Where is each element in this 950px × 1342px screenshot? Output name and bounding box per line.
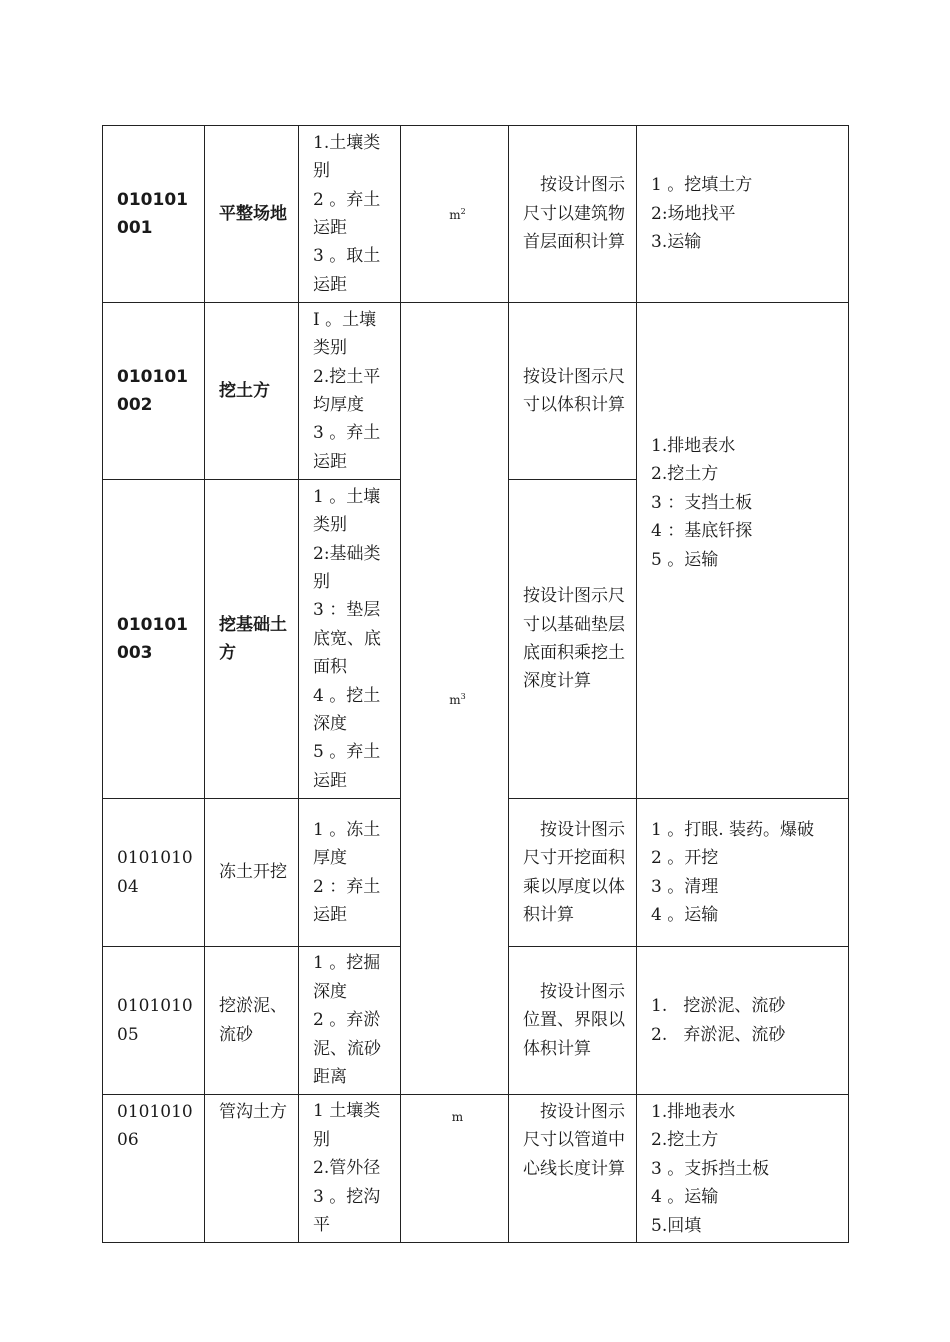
item-features: 1 。冻土厚度 2 ：弃土运距 [299, 799, 401, 947]
item-code: 010101001 [103, 126, 205, 303]
item-measure-rule: 按设计图示尺寸以体积计算 [509, 303, 637, 480]
item-measure-rule: 按设计图示尺寸以管道中心线长度计算 [509, 1095, 637, 1243]
table-row [103, 126, 849, 303]
item-features: I 。土壤类别 2.挖土平均厚度 3 。弃土运距 [299, 303, 401, 480]
item-code: 010101003 [103, 480, 205, 799]
item-work-content: 1.排地表水 2.挖土方 3 。支拆挡土板 4 。运输 5.回填 [637, 1095, 849, 1243]
item-unit: $m^2$ [401, 126, 509, 303]
item-unit-shared: $m^3$ [401, 303, 509, 1095]
item-work-content-shared: 1.排地表水 2.挖土方 3 ：支挡土板 4 ：基底钎探 5 。运输 [637, 303, 849, 799]
item-features: 1 。土壤类别 2:基础类别 3 ：垫层底宽、底面积 4 。挖土深度 5 。弃土运距 [299, 480, 401, 799]
item-name: 挖淤泥、流砂 [205, 947, 299, 1095]
item-work-content: 1. 挖淤泥、流砂 2. 弃淤泥、流砂 [637, 947, 849, 1095]
item-work-content: 1 。挖填土方 2:场地找平 3.运输 [637, 126, 849, 303]
item-name: 管沟土方 [205, 1095, 299, 1243]
item-name: 挖基础土方 [205, 480, 299, 799]
item-unit: m [401, 1095, 509, 1243]
item-measure-rule: 按设计图示位置、界限以体积计算 [509, 947, 637, 1095]
item-code: 010101002 [103, 303, 205, 480]
item-code: 010101005 [103, 947, 205, 1095]
bill-of-quantities-table [102, 125, 849, 1243]
item-features: 1 土壤类别 2.管外径 3 。挖沟平 [299, 1095, 401, 1243]
item-features: 1.土壤类别 2 。弃土运距 3 。取土运距 [299, 126, 401, 303]
table-row [103, 1095, 849, 1243]
item-measure-rule: 按设计图示尺寸以建筑物首层面积计算 [509, 126, 637, 303]
item-name: 冻土开挖 [205, 799, 299, 947]
item-code: 010101006 [103, 1095, 205, 1243]
item-measure-rule: 按设计图示尺寸以基础垫层底面积乘挖土深度计算 [509, 480, 637, 799]
item-work-content: 1 。打眼. 装药。爆破 2 。开挖 3 。清理 4 。运输 [637, 799, 849, 947]
item-features: 1 。挖掘深度 2 。弃淤泥、流砂距离 [299, 947, 401, 1095]
item-measure-rule: 按设计图示尺寸开挖面积乘以厚度以体积计算 [509, 799, 637, 947]
item-code: 010101004 [103, 799, 205, 947]
item-name: 挖土方 [205, 303, 299, 480]
table-row [103, 303, 849, 480]
item-name: 平整场地 [205, 126, 299, 303]
